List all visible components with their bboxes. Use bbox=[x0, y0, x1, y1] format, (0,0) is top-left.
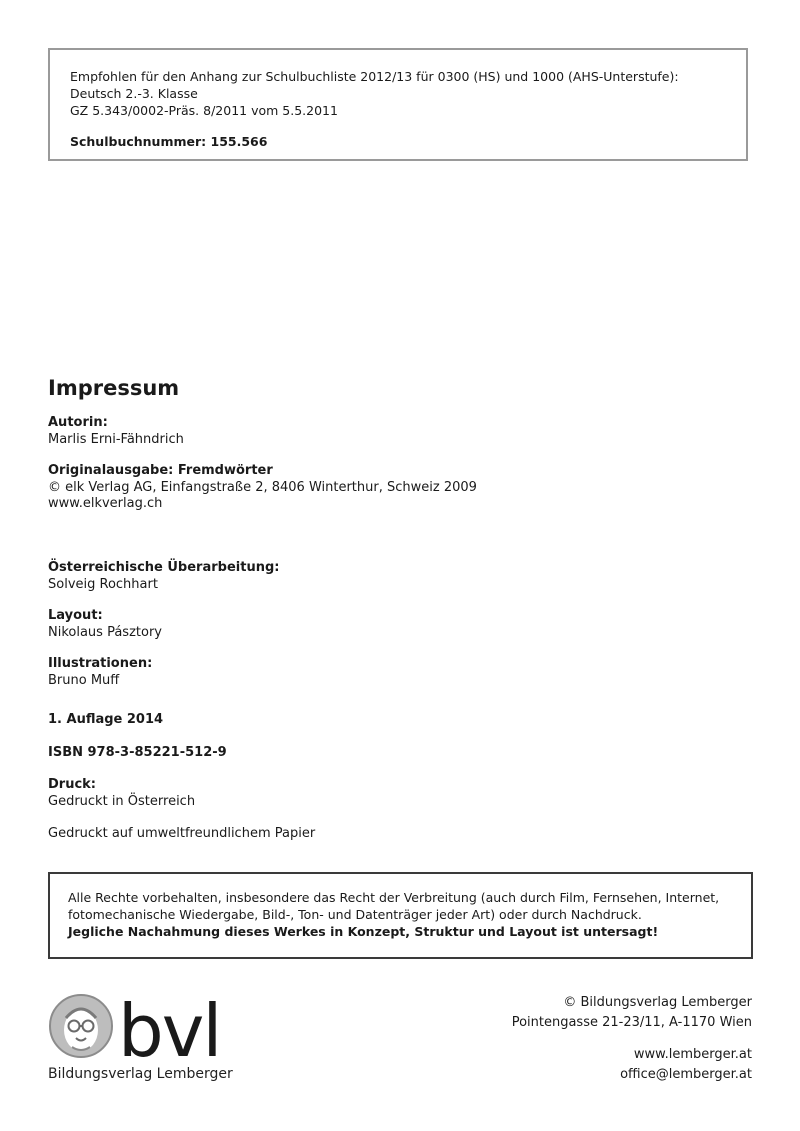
rights-line: Alle Rechte vorbehalten, insbesondere das Recht der Verbreitung (auch durch Film, Fernsehen, Internet, bbox=[68, 890, 720, 905]
page-title: Impressum bbox=[48, 376, 180, 400]
rights-warning: Jegliche Nachahmung dieses Werkes in Konzept, Struktur und Layout ist untersagt! bbox=[68, 924, 659, 939]
print-block bbox=[48, 777, 195, 810]
author-block bbox=[48, 415, 184, 448]
paper-block bbox=[48, 826, 315, 843]
original-label: Originalausgabe: Fremdwörter bbox=[48, 463, 273, 478]
original-publisher: © elk Verlag AG, Einfangstraße 2, 8406 Winterthur, Schweiz 2009 bbox=[48, 479, 477, 495]
author-name: Marlis Erni-Fähndrich bbox=[48, 431, 184, 447]
publisher-email-link[interactable]: office@lemberger.at bbox=[620, 1067, 752, 1082]
publisher-address: Pointengasse 21-23/11, A-1170 Wien bbox=[511, 1015, 752, 1030]
revision-label: Österreichische Überarbeitung: bbox=[48, 560, 280, 575]
illustrations-label: Illustrationen: bbox=[48, 656, 153, 671]
layout-label: Layout: bbox=[48, 608, 103, 623]
publisher-copyright: © Bildungsverlag Lemberger bbox=[563, 995, 752, 1010]
paper-note: Gedruckt auf umweltfreundlichem Papier bbox=[48, 826, 316, 841]
publisher-contact bbox=[512, 993, 752, 1085]
illustrations-name: Bruno Muff bbox=[48, 672, 120, 688]
revision-name: Solveig Rochhart bbox=[48, 576, 158, 592]
edition-block bbox=[48, 712, 163, 729]
book-number: Schulbuchnummer: 155.566 bbox=[70, 134, 268, 149]
rights-line: fotomechanische Wiedergabe, Bild-, Ton- und Datenträger jeder Art) oder durch Nachdruck. bbox=[68, 907, 642, 922]
print-label: Druck: bbox=[48, 777, 97, 792]
lion-icon bbox=[50, 995, 112, 1057]
isbn-block bbox=[48, 745, 227, 762]
original-url-link[interactable]: www.elkverlag.ch bbox=[48, 496, 163, 511]
revision-block bbox=[48, 560, 279, 593]
recommendation-line: Deutsch 2.-3. Klasse bbox=[70, 86, 198, 101]
logo-letters: bvl bbox=[118, 992, 221, 1073]
recommendation-box bbox=[48, 48, 748, 161]
print-location: Gedruckt in Österreich bbox=[48, 793, 196, 809]
author-label: Autorin: bbox=[48, 415, 108, 430]
logo-name: Bildungsverlag Lemberger bbox=[48, 1066, 233, 1082]
isbn: ISBN 978-3-85221-512-9 bbox=[48, 745, 227, 760]
publisher-website-link[interactable]: www.lemberger.at bbox=[633, 1047, 752, 1062]
layout-block bbox=[48, 608, 162, 641]
illustrations-block bbox=[48, 656, 152, 689]
recommendation-line: GZ 5.343/0002-Präs. 8/2011 vom 5.5.2011 bbox=[70, 103, 338, 118]
edition: 1. Auflage 2014 bbox=[48, 712, 164, 727]
layout-name: Nikolaus Pásztory bbox=[48, 624, 162, 640]
original-block bbox=[48, 463, 477, 513]
recommendation-line: Empfohlen für den Anhang zur Schulbuchliste 2012/13 für 0300 (HS) und 1000 (AHS-Unterstufe): bbox=[70, 69, 679, 84]
rights-box bbox=[48, 872, 753, 959]
